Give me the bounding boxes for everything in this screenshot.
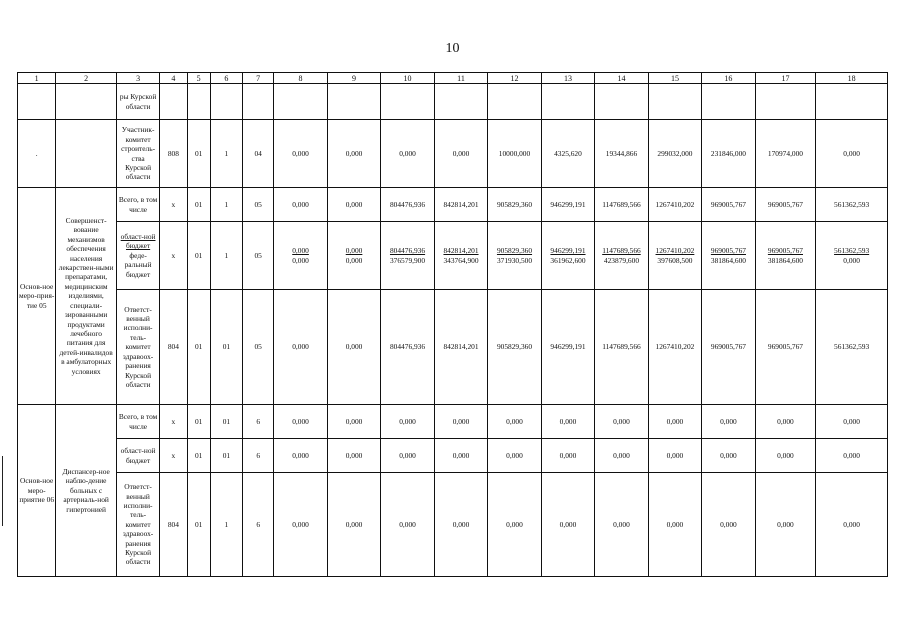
- value-cell: 0,000: [327, 290, 380, 405]
- value-cell: 0,000: [488, 439, 541, 473]
- value-cell: 0,000: [274, 473, 327, 577]
- value-cell: 0,000: [541, 405, 594, 439]
- column-header: 11: [434, 73, 487, 84]
- code-cell: 1: [210, 188, 242, 222]
- value-cell: 842814,201 343764,900: [434, 222, 487, 290]
- value-cell: 0,000: [381, 405, 434, 439]
- value-cell: 0,000: [816, 405, 888, 439]
- column-header: 16: [702, 73, 755, 84]
- code-cell: 01: [187, 120, 210, 188]
- column-header: 5: [187, 73, 210, 84]
- column-header: 18: [816, 73, 888, 84]
- value-cell: 1267410,202 397608,500: [648, 222, 701, 290]
- value-cell: 969005,767 381864,600: [755, 222, 816, 290]
- value-cell: 0,000: [755, 405, 816, 439]
- value-cell: 0,000: [434, 120, 487, 188]
- measure-label: Основ-ное меро-прия-тие 05: [18, 188, 56, 405]
- value-cell: 905829,360 371930,500: [488, 222, 541, 290]
- participant-cell: област-ной бюджет: [116, 439, 159, 473]
- value-cell: 0,000: [816, 473, 888, 577]
- code-cell: 01: [187, 473, 210, 577]
- value-cell: 969005,767 381864,600: [702, 222, 755, 290]
- table-row: [18, 473, 888, 577]
- value-cell: 0,000: [648, 405, 701, 439]
- code-cell: 01: [210, 439, 242, 473]
- code-cell: 01: [187, 188, 210, 222]
- code-cell: 01: [187, 290, 210, 405]
- value-cell: 0,000: [755, 473, 816, 577]
- value-cell: 1147689,566 423879,600: [595, 222, 648, 290]
- column-header: 2: [56, 73, 117, 84]
- column-header: 12: [488, 73, 541, 84]
- scan-edge-mark: [2, 456, 3, 526]
- code-cell: 01: [210, 290, 242, 405]
- value-cell: 0,000: [816, 120, 888, 188]
- code-cell: x: [160, 439, 187, 473]
- value-cell: 299032,000: [648, 120, 701, 188]
- code-cell: 04: [243, 120, 274, 188]
- value-cell: 0,000: [274, 120, 327, 188]
- code-cell: 1: [210, 473, 242, 577]
- value-cell: 0,000: [702, 405, 755, 439]
- value-cell: 0,000: [381, 473, 434, 577]
- value-cell: 0,000: [595, 473, 648, 577]
- value-cell: 1147689,566: [595, 290, 648, 405]
- value-cell: 0,000: [274, 188, 327, 222]
- value-cell: 969005,767: [702, 188, 755, 222]
- value-cell: 0,000: [327, 405, 380, 439]
- participant-cell: Участник-комитет строитель-ства Курской области: [116, 120, 159, 188]
- column-header: 6: [210, 73, 242, 84]
- value-cell: 0,000: [327, 439, 380, 473]
- header-row: [18, 73, 888, 84]
- column-header: 4: [160, 73, 187, 84]
- value-cell: 561362,593: [816, 188, 888, 222]
- value-cell: 0,000: [327, 473, 380, 577]
- table-row: [18, 405, 888, 439]
- value-cell: 0,000: [488, 405, 541, 439]
- measure-description: Совершенст-вование механизмов обеспечения населения лекарствен-ными препаратами, медицинским изделиями, специали-зированными продуктами лечебного питания для детей-инвалидов в амбулаторных условиях: [56, 188, 117, 405]
- value-cell: 561362,593: [816, 290, 888, 405]
- participant-cell: Ответст-венный исполни-тель-комитет здравоох-ранения Курской области: [116, 473, 159, 577]
- measure-description: Диспансер-ное наблю-дение больных с артериаль-ной гипертонией: [56, 405, 117, 577]
- column-header: 13: [541, 73, 594, 84]
- value-cell: 946299,191 361962,600: [541, 222, 594, 290]
- value-cell: 0,000: [488, 473, 541, 577]
- value-cell: 0,000: [648, 473, 701, 577]
- value-cell: 0,000: [541, 473, 594, 577]
- value-cell: 804476,936 376579,900: [381, 222, 434, 290]
- value-cell: 10000,000: [488, 120, 541, 188]
- value-cell: 1267410,202: [648, 290, 701, 405]
- column-header: 1: [18, 73, 56, 84]
- code-cell: 1: [210, 120, 242, 188]
- budget-table: [17, 72, 888, 577]
- code-cell: 6: [243, 439, 274, 473]
- value-cell: 0,000: [381, 120, 434, 188]
- value-cell: 946299,191: [541, 188, 594, 222]
- code-cell: x: [160, 405, 187, 439]
- value-cell: 1267410,202: [648, 188, 701, 222]
- value-cell: 0,000: [595, 439, 648, 473]
- code-cell: 05: [243, 188, 274, 222]
- page-number: 10: [445, 41, 460, 56]
- code-cell: 804: [160, 290, 187, 405]
- value-cell: 0,000: [434, 473, 487, 577]
- value-cell: 0,000: [702, 473, 755, 577]
- code-cell: 05: [243, 290, 274, 405]
- value-cell: 969005,767: [702, 290, 755, 405]
- column-header: 10: [381, 73, 434, 84]
- table-row: . Участник-комитет строитель-ства Курской области 808 01 1 04 0,000 0,000 0,000 0,000 10000,000 4325,620 19344,866 299032,000 231846,000 170974,000 0,000: [18, 120, 888, 188]
- value-cell: 0,000: [755, 439, 816, 473]
- value-cell: 905829,360: [488, 188, 541, 222]
- code-cell: 05: [243, 222, 274, 290]
- column-header: 3: [116, 73, 159, 84]
- column-header: 7: [243, 73, 274, 84]
- value-cell: 0,000: [327, 120, 380, 188]
- value-cell: 946299,191: [541, 290, 594, 405]
- value-cell: 0,000: [274, 439, 327, 473]
- value-cell: 561362,593 0,000: [816, 222, 888, 290]
- code-cell: 01: [187, 405, 210, 439]
- code-cell: 6: [243, 405, 274, 439]
- value-cell: 0,000: [274, 405, 327, 439]
- table-row: [18, 439, 888, 473]
- value-cell: 0,000: [434, 439, 487, 473]
- value-cell: 170974,000: [755, 120, 816, 188]
- value-cell: 0,000 0,000: [327, 222, 380, 290]
- value-cell: 4325,620: [541, 120, 594, 188]
- participant-cell: ры Курской области: [116, 84, 159, 120]
- value-cell: 231846,000: [702, 120, 755, 188]
- code-cell: 01: [187, 222, 210, 290]
- column-header: 9: [327, 73, 380, 84]
- code-cell: 6: [243, 473, 274, 577]
- code-cell: x: [160, 222, 187, 290]
- value-cell: 969005,767: [755, 188, 816, 222]
- value-cell: 804476,936: [381, 290, 434, 405]
- code-cell: x: [160, 188, 187, 222]
- value-cell: 0,000: [702, 439, 755, 473]
- value-cell: 0,000: [327, 188, 380, 222]
- table-row: [18, 290, 888, 405]
- column-header: 15: [648, 73, 701, 84]
- value-cell: 842814,201: [434, 188, 487, 222]
- participant-cell: Ответст-венный исполни-тель-комитет здравоох-ранения Курской области: [116, 290, 159, 405]
- value-cell: 1147689,566: [595, 188, 648, 222]
- column-header: 14: [595, 73, 648, 84]
- value-cell: 0,000 0,000: [274, 222, 327, 290]
- code-cell: 808: [160, 120, 187, 188]
- value-cell: 0,000: [434, 405, 487, 439]
- table-row: [18, 222, 888, 290]
- value-cell: 0,000: [274, 290, 327, 405]
- table-row: [18, 188, 888, 222]
- column-header: 17: [755, 73, 816, 84]
- code-cell: 804: [160, 473, 187, 577]
- column-header: 8: [274, 73, 327, 84]
- value-cell: 19344,866: [595, 120, 648, 188]
- value-cell: 0,000: [541, 439, 594, 473]
- participant-cell: Всего, в том числе: [116, 405, 159, 439]
- code-cell: 01: [187, 439, 210, 473]
- participant-cell: област-ной бюджет феде-ральный бюджет: [116, 222, 159, 290]
- value-cell: 969005,767: [755, 290, 816, 405]
- code-cell: 1: [210, 222, 242, 290]
- value-cell: 905829,360: [488, 290, 541, 405]
- measure-label: Основ-ное меро-приятие 06: [18, 405, 56, 577]
- value-cell: 0,000: [595, 405, 648, 439]
- table-row: [18, 84, 888, 120]
- value-cell: 804476,936: [381, 188, 434, 222]
- value-cell: 0,000: [816, 439, 888, 473]
- value-cell: 842814,201: [434, 290, 487, 405]
- value-cell: 0,000: [648, 439, 701, 473]
- value-cell: 0,000: [381, 439, 434, 473]
- code-cell: 01: [210, 405, 242, 439]
- participant-cell: Всего, в том числе: [116, 188, 159, 222]
